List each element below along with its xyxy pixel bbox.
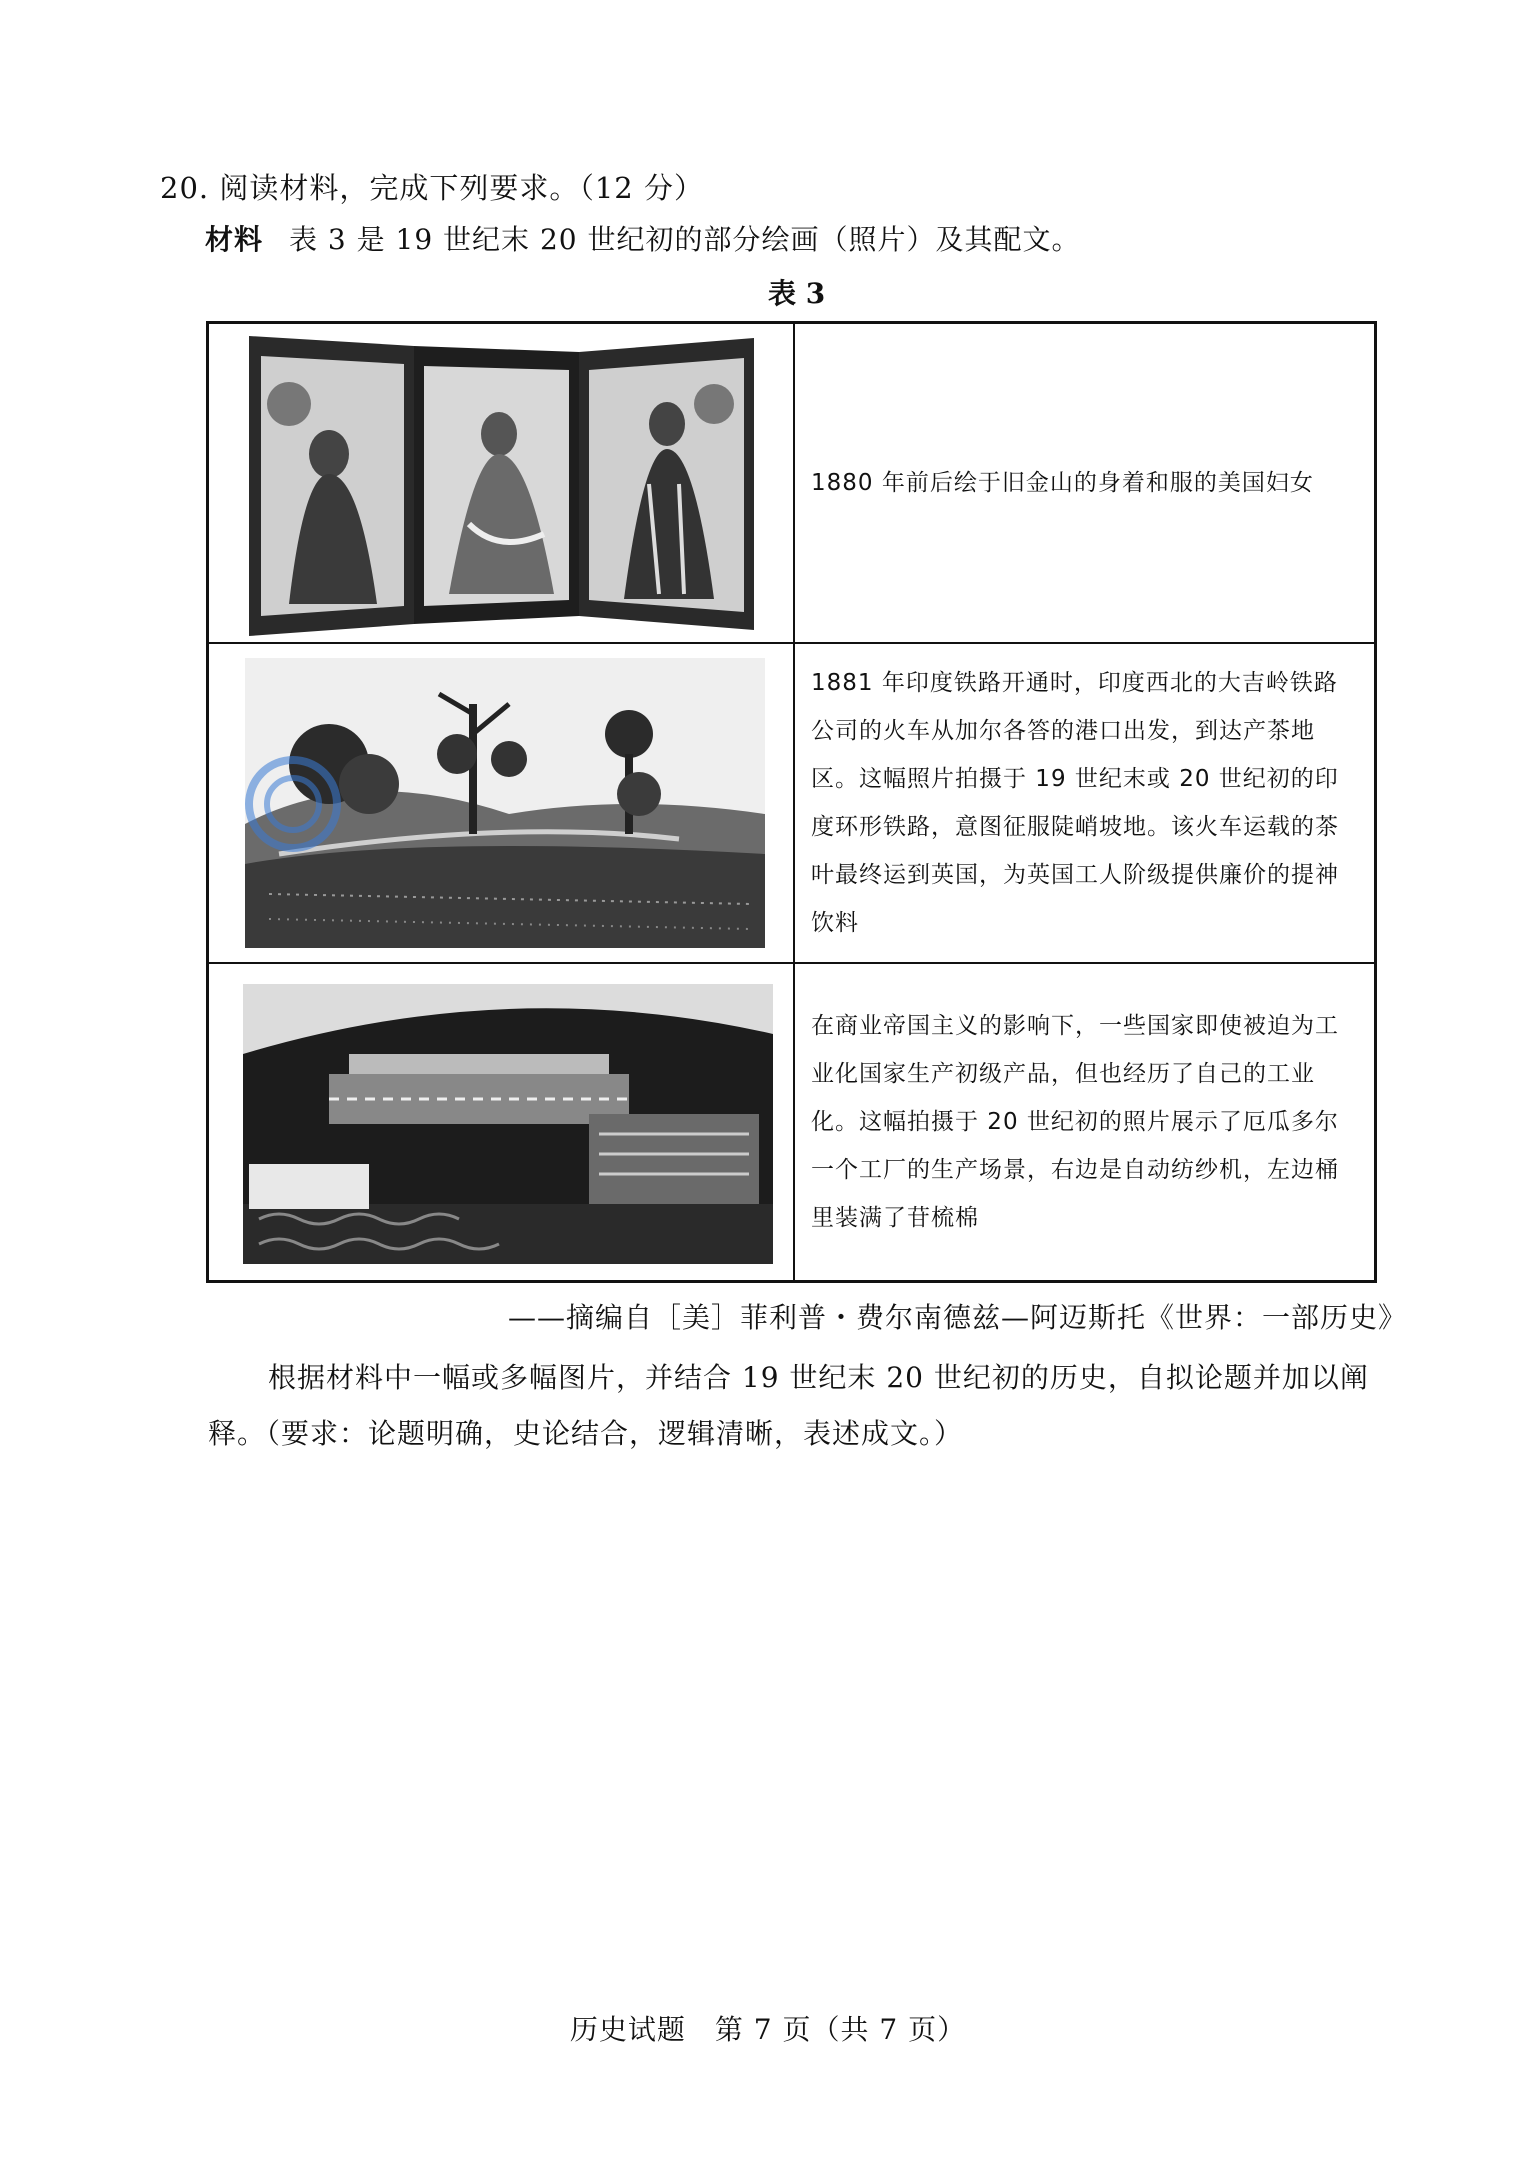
table-row xyxy=(209,324,1374,644)
blue-circle-watermark-icon xyxy=(243,754,343,854)
material-intro: 表 3 是 19 世纪末 20 世纪初的部分绘画（照片）及其配文。 xyxy=(289,223,1081,256)
factory-interior-photo-icon xyxy=(209,964,795,1280)
table-caption: 表 3 xyxy=(768,277,826,310)
row-caption: 在商业帝国主义的影响下，一些国家即使被迫为工业化国家生产初级产品，但也经历了自己的工业化。这幅拍摄于 20 世纪初的照片展示了厄瓜多尔一个工厂的生产场景，右边是自动纺纱机，左边桶里装满了苷梳棉 xyxy=(811,1013,1339,1231)
row-caption: 1880 年前后绘于旧金山的身着和服的美国妇女 xyxy=(811,470,1314,496)
row-caption: 1881 年印度铁路开通时，印度西北的大吉岭铁路公司的火车从加尔各答的港口出发，到达产茶地区。这幅照片拍摄于 19 世纪末或 20 世纪初的印度环形铁路，意图征服陡峭坡地。该火车运载的茶叶最终运到英国，为英国工人阶级提供廉价的提神饮料 xyxy=(811,670,1339,936)
table-row xyxy=(209,644,1374,964)
source-citation: ——摘编自［美］菲利普・费尔南德兹—阿迈斯托《世界：一部历史》 xyxy=(508,1301,1408,1334)
question-title: 20. 阅读材料，完成下列要求。（12 分） xyxy=(160,171,704,205)
table-row xyxy=(209,964,1374,1280)
page-footer: 历史试题 第 7 页（共 7 页） xyxy=(569,2013,967,2046)
material-table xyxy=(206,321,1377,1283)
material-label: 材料 xyxy=(205,223,264,256)
task-prompt: 根据材料中一幅或多幅图片，并结合 19 世纪末 20 世纪初的历史，自拟论题并加以阐释。（要求：论题明确，史论结合，逻辑清晰，表述成文。） xyxy=(208,1361,1369,1450)
folding-screen-painting-icon xyxy=(209,324,795,642)
material-intro-line xyxy=(205,218,1081,258)
